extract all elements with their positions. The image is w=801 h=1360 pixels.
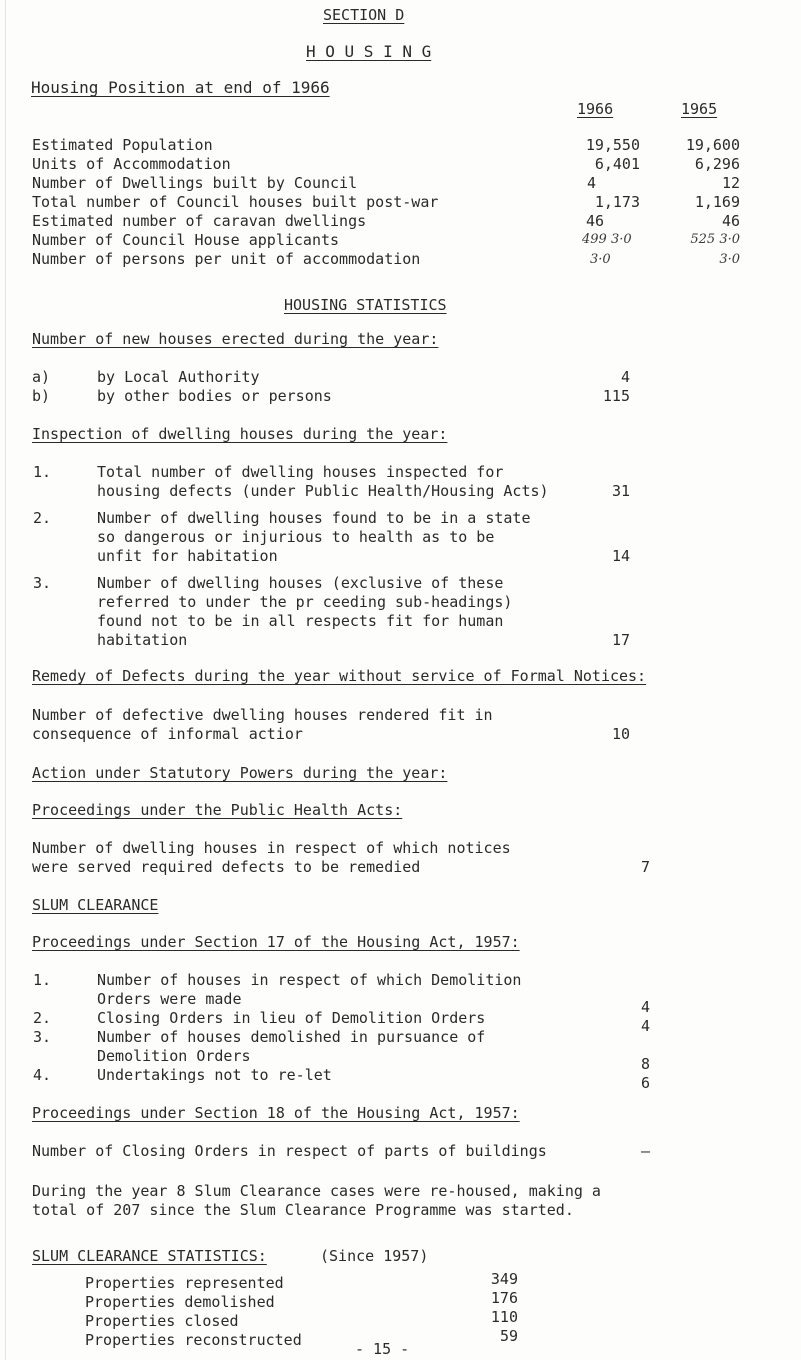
- value-1966: 46: [586, 212, 605, 230]
- position-row-label: Total number of Council houses built post-war: [32, 193, 439, 211]
- item-number: 3.: [33, 574, 52, 592]
- slum-clearance-heading: SLUM CLEARANCE: [32, 896, 159, 914]
- item-text-line: Total number of dwelling houses inspected for: [97, 463, 504, 481]
- list-item-label: by other bodies or persons: [97, 387, 332, 405]
- year-1965-header: 1965: [681, 100, 718, 118]
- remedy-text-line: Number of defective dwelling houses rendered fit in: [32, 706, 493, 724]
- item-text-line: habitation: [97, 631, 188, 649]
- item-number: 2.: [33, 1009, 52, 1027]
- slum-stat-value: 349: [490, 1270, 518, 1288]
- position-heading: Housing Position at end of 1966: [31, 78, 330, 97]
- list-item-value: 115: [602, 387, 630, 405]
- item-text-line: found not to be in all respects fit for human: [97, 612, 504, 630]
- slum-stat-label: Properties closed: [85, 1312, 239, 1330]
- handwritten-value-1965: 3·0: [719, 252, 740, 267]
- item-text-line: housing defects (under Public Health/Housing Acts): [97, 482, 549, 500]
- public-health-heading: Proceedings under the Public Health Acts:: [32, 801, 403, 819]
- value-1965: 19,600: [685, 136, 740, 154]
- list-item-value: 4: [620, 368, 630, 386]
- handwritten-value-1966: 499 3·0: [582, 232, 632, 247]
- item-text-line: referred to under the pr ceeding sub-headings): [97, 593, 513, 611]
- paragraph-line: total of 207 since the Slum Clearance Programme was started.: [32, 1201, 574, 1219]
- slum-stat-label: Properties represented: [85, 1274, 284, 1292]
- public-health-text-line: Number of dwelling houses in respect of which notices: [32, 839, 511, 857]
- item-text-line: Demolition Orders: [97, 1047, 251, 1065]
- public-health-text-line: were served required defects to be remedied: [32, 858, 421, 876]
- value-1965: 1,169: [694, 193, 740, 211]
- slum-stat-value: 176: [490, 1289, 518, 1307]
- year-1966-header: 1966: [577, 100, 614, 118]
- slum-stats-heading: SLUM CLEARANCE STATISTICS:: [32, 1247, 267, 1265]
- section-label: SECTION D: [323, 6, 405, 24]
- item-number: 2.: [33, 509, 52, 527]
- position-row-label: Units of Accommodation: [32, 155, 231, 173]
- section18-value: –: [640, 1142, 650, 1160]
- value-1966: 1,173: [594, 193, 640, 211]
- value-1966: 4: [587, 174, 597, 192]
- page-title: H O U S I N G: [306, 42, 432, 61]
- position-row-label: Estimated number of caravan dwellings: [32, 212, 367, 230]
- item-text-line: so dangerous or injurious to health as to be: [97, 528, 495, 546]
- statutory-heading: Action under Statutory Powers during the year:: [32, 764, 448, 782]
- item-value: 6: [640, 1074, 650, 1092]
- item-number: 1.: [33, 463, 52, 481]
- item-text-line: Number of houses demolished in pursuance of: [97, 1028, 486, 1046]
- list-marker: a): [32, 368, 51, 386]
- item-number: 4.: [33, 1066, 52, 1084]
- value-1966: 6,401: [594, 155, 640, 173]
- stats-heading: HOUSING STATISTICS: [284, 296, 447, 314]
- item-value: 31: [611, 482, 630, 500]
- remedy-text-line: consequence of informal actior: [32, 725, 303, 743]
- slum-stat-label: Properties demolished: [85, 1293, 275, 1311]
- paragraph-line: During the year 8 Slum Clearance cases were re-housed, making a: [32, 1182, 601, 1200]
- section17-heading: Proceedings under Section 17 of the Housing Act, 1957:: [32, 933, 520, 951]
- list-item-label: by Local Authority: [97, 368, 260, 386]
- position-row-label: Number of Council House applicants: [32, 231, 340, 249]
- item-value: 17: [611, 631, 630, 649]
- position-row-label: Number of persons per unit of accommodation: [32, 250, 421, 268]
- item-text-line: Orders were made: [97, 990, 242, 1008]
- remedy-value: 10: [611, 725, 630, 743]
- item-text-line: Number of dwelling houses found to be in a state: [97, 509, 531, 527]
- value-1965: 12: [721, 174, 740, 192]
- item-text-line: Number of dwelling houses (exclusive of these: [97, 574, 504, 592]
- inspection-heading: Inspection of dwelling houses during the year:: [32, 425, 448, 443]
- list-marker: b): [32, 387, 51, 405]
- section18-heading: Proceedings under Section 18 of the Housing Act, 1957:: [32, 1104, 520, 1122]
- item-text-line: Closing Orders in lieu of Demolition Orders: [97, 1009, 486, 1027]
- item-text-line: Number of houses in respect of which Demolition: [97, 971, 522, 989]
- public-health-value: 7: [640, 858, 650, 876]
- value-1965: 46: [721, 212, 740, 230]
- remedy-heading: Remedy of Defects during the year without service of Formal Notices:: [32, 667, 647, 685]
- slum-stat-label: Properties reconstructed: [85, 1331, 302, 1349]
- item-number: 3.: [33, 1028, 52, 1046]
- new-houses-heading: Number of new houses erected during the year:: [32, 330, 439, 348]
- item-text-line: unfit for habitation: [97, 547, 278, 565]
- item-value: 4: [640, 998, 650, 1016]
- item-value: 14: [611, 547, 630, 565]
- page-number: - 15 -: [355, 1340, 410, 1358]
- item-text-line: Undertakings not to re-let: [97, 1066, 332, 1084]
- handwritten-value-1965: 525 3·0: [690, 232, 740, 247]
- item-value: 4: [640, 1017, 650, 1035]
- section18-text: Number of Closing Orders in respect of parts of buildings: [32, 1142, 547, 1160]
- slum-stats-since: (Since 1957): [320, 1247, 429, 1265]
- handwritten-value-1966: 3·0: [590, 252, 611, 267]
- position-row-label: Estimated Population: [32, 136, 213, 154]
- value-1966: 19,550: [585, 136, 640, 154]
- value-1965: 6,296: [694, 155, 740, 173]
- position-row-label: Number of Dwellings built by Council: [32, 174, 358, 192]
- slum-stat-value: 59: [499, 1327, 518, 1345]
- page-edge-shadow: [5, 0, 6, 1360]
- item-number: 1.: [33, 971, 52, 989]
- item-value: 8: [640, 1055, 650, 1073]
- slum-stat-value: 110: [490, 1308, 518, 1326]
